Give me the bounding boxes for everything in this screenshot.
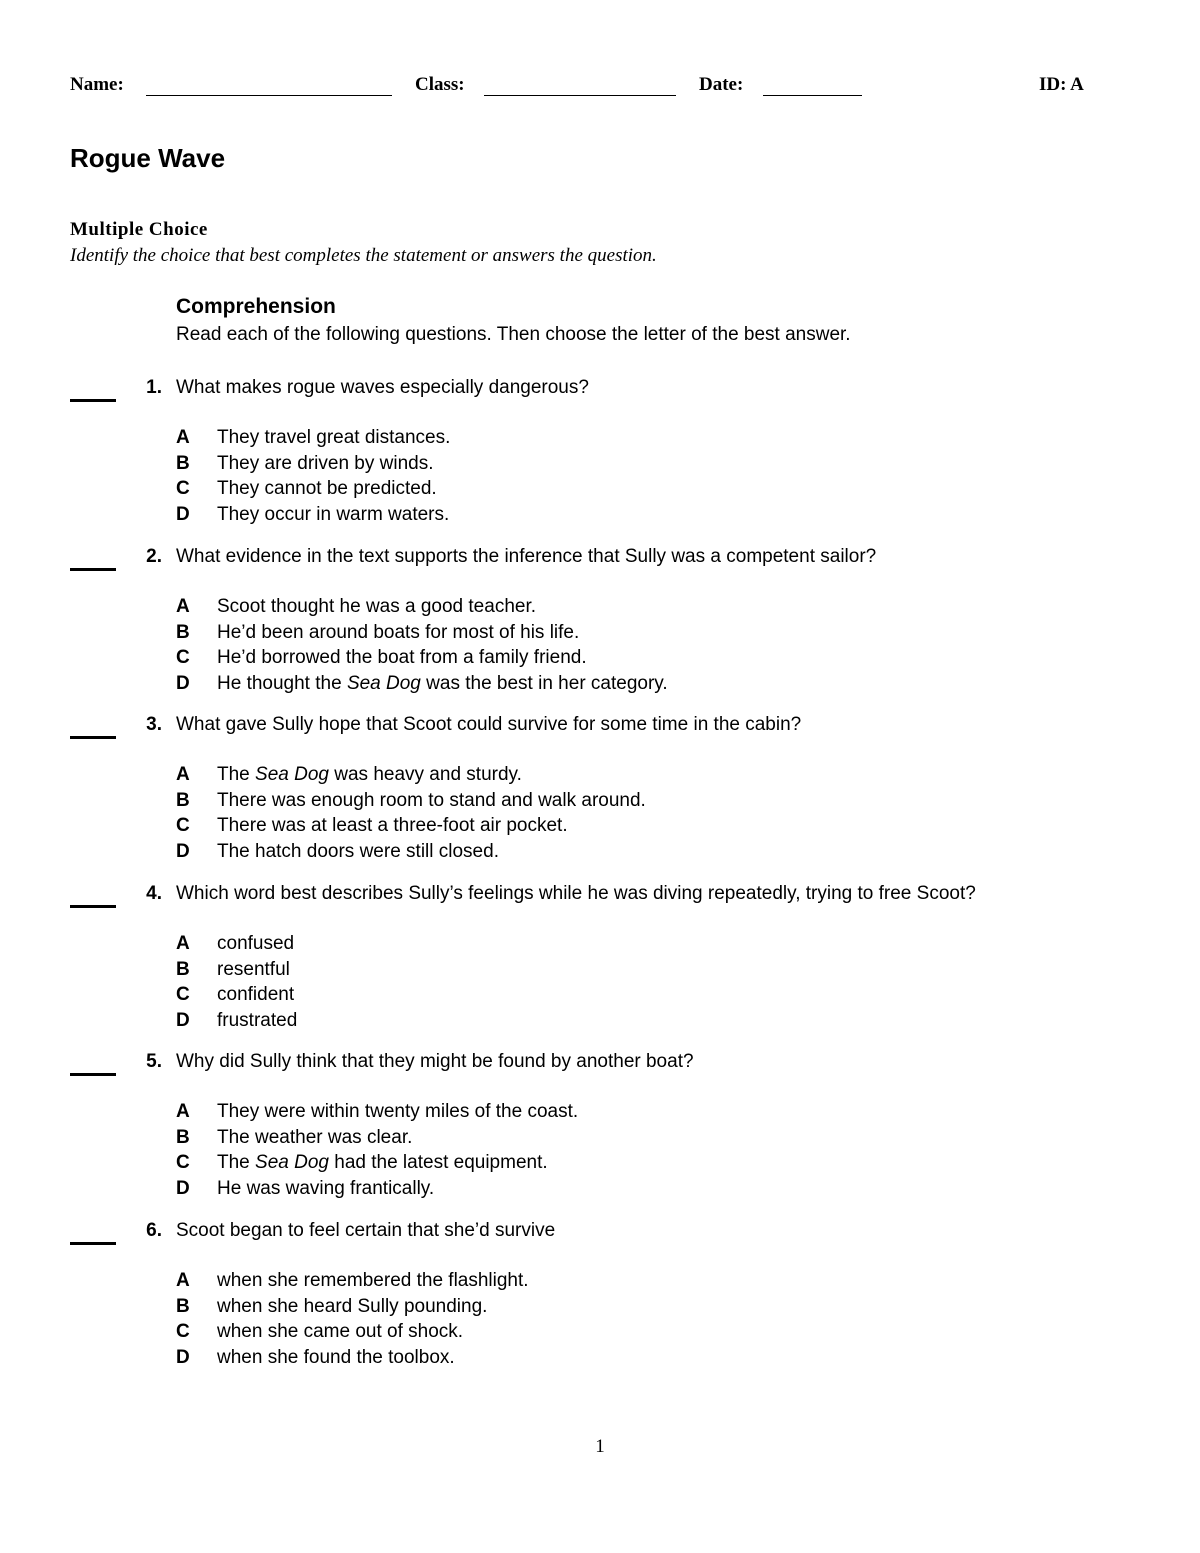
option-letter: A (176, 427, 190, 448)
option-text (217, 1347, 455, 1369)
option-text (217, 453, 434, 475)
option-text-part: had the latest equipment. (328, 1152, 548, 1173)
answer-blank[interactable] (70, 891, 116, 908)
option-text-part: They travel great distances. (217, 427, 451, 448)
option-text-part: when she came out of shock. (217, 1321, 464, 1342)
option-letter: C (176, 647, 190, 668)
question-number: 4. (146, 883, 162, 904)
question-text: What evidence in the text supports the inference that Sully was a competent sailor? (176, 546, 877, 567)
option-text (217, 1178, 434, 1200)
option-letter: D (176, 841, 190, 862)
date-label: Date: (699, 74, 744, 95)
option-text (217, 427, 450, 449)
option-text-part: He thought the (217, 673, 347, 694)
option-text-italic: Sea Dog (255, 1152, 329, 1173)
option-letter: C (176, 815, 190, 836)
question-text: What makes rogue waves especially dangerous? (176, 377, 589, 398)
option-text (217, 622, 579, 644)
option-text (217, 984, 294, 1006)
option-letter: A (176, 1270, 190, 1291)
option-text-part: He’d been around boats for most of his life. (217, 622, 580, 643)
option-text-part: He was waving frantically. (217, 1178, 435, 1199)
option-text (217, 1127, 412, 1149)
option-text-part: The hatch doors were still closed. (217, 841, 499, 862)
option-text (217, 596, 536, 618)
option-text-part: The (217, 1152, 256, 1173)
option-text (217, 673, 668, 695)
question-number: 3. (146, 714, 162, 735)
option-letter: D (176, 1010, 190, 1031)
option-text (217, 790, 646, 812)
option-letter: B (176, 1127, 190, 1148)
option-text (217, 647, 587, 669)
option-letter: B (176, 453, 190, 474)
option-letter: D (176, 1347, 190, 1368)
question-text: What gave Sully hope that Scoot could survive for some time in the cabin? (176, 714, 802, 735)
option-letter: D (176, 504, 190, 525)
option-text (217, 1152, 548, 1174)
option-text-part: They cannot be predicted. (217, 478, 437, 499)
answer-blank[interactable] (70, 1059, 116, 1076)
option-text-part: when she remembered the flashlight. (217, 1270, 529, 1291)
option-text-italic: Sea Dog (255, 764, 329, 785)
option-text-part: was the best in her category. (420, 673, 668, 694)
option-text (217, 764, 522, 786)
option-text-italic: Sea Dog (346, 673, 421, 694)
option-letter: A (176, 764, 190, 785)
option-letter: C (176, 984, 190, 1005)
id-label: ID: A (1039, 74, 1084, 95)
option-text-part: resentful (217, 959, 290, 980)
option-text (217, 1101, 578, 1123)
subsection-title: Comprehension (176, 295, 336, 318)
option-text (217, 841, 499, 863)
option-text-part: They were within twenty miles of the coast. (217, 1101, 579, 1122)
question-text: Scoot began to feel certain that she’d survive (176, 1220, 556, 1241)
option-letter: C (176, 1152, 190, 1173)
answer-blank[interactable] (70, 722, 116, 739)
option-text (217, 959, 290, 981)
date-field[interactable] (763, 95, 862, 96)
section-instructions: Identify the choice that best completes the statement or answers the question. (70, 245, 657, 266)
option-text (217, 478, 437, 500)
option-letter: A (176, 933, 190, 954)
question-text: Why did Sully think that they might be found by another boat? (176, 1051, 694, 1072)
option-text-part: when she found the toolbox. (217, 1347, 455, 1368)
section-title: Multiple Choice (70, 219, 208, 240)
option-text (217, 933, 294, 955)
name-field[interactable] (146, 95, 392, 96)
answer-blank[interactable] (70, 385, 116, 402)
option-letter: B (176, 622, 190, 643)
option-text (217, 504, 449, 526)
option-text-part: There was enough room to stand and walk around. (217, 790, 646, 811)
class-label: Class: (415, 74, 465, 95)
option-letter: D (176, 673, 190, 694)
option-text-part: The (217, 764, 256, 785)
option-text-part: confident (217, 984, 295, 1005)
option-text (217, 1321, 463, 1343)
option-letter: A (176, 1101, 190, 1122)
option-text-part: was heavy and sturdy. (328, 764, 522, 785)
question-number: 5. (146, 1051, 162, 1072)
class-field[interactable] (484, 95, 676, 96)
question-number: 2. (146, 546, 162, 567)
option-letter: D (176, 1178, 190, 1199)
option-text-part: They are driven by winds. (217, 453, 434, 474)
option-text (217, 1296, 487, 1318)
option-text-part: frustrated (217, 1010, 298, 1031)
option-text (217, 815, 568, 837)
option-letter: B (176, 1296, 190, 1317)
option-letter: C (176, 1321, 190, 1342)
question-number: 1. (146, 377, 162, 398)
answer-blank[interactable] (70, 1228, 116, 1245)
question-number: 6. (146, 1220, 162, 1241)
option-text-part: They occur in warm waters. (217, 504, 450, 525)
option-letter: B (176, 959, 190, 980)
name-label: Name: (70, 74, 124, 95)
page-number: 1 (595, 1436, 605, 1457)
option-text-part: He’d borrowed the boat from a family friend. (217, 647, 587, 668)
option-letter: A (176, 596, 190, 617)
option-text-part: when she heard Sully pounding. (217, 1296, 488, 1317)
option-letter: B (176, 790, 190, 811)
option-text-part: There was at least a three-foot air pocket. (217, 815, 568, 836)
question-text: Which word best describes Sully’s feelings while he was diving repeatedly, trying to free Scoot? (176, 883, 976, 904)
option-text-part: Scoot thought he was a good teacher. (217, 596, 537, 617)
option-text (217, 1270, 529, 1292)
option-letter: C (176, 478, 190, 499)
option-text (217, 1010, 297, 1032)
answer-blank[interactable] (70, 554, 116, 571)
subsection-instructions: Read each of the following questions. Then choose the letter of the best answer. (176, 324, 851, 345)
option-text-part: confused (217, 933, 295, 954)
document-title: Rogue Wave (70, 143, 226, 173)
option-text-part: The weather was clear. (217, 1127, 413, 1148)
